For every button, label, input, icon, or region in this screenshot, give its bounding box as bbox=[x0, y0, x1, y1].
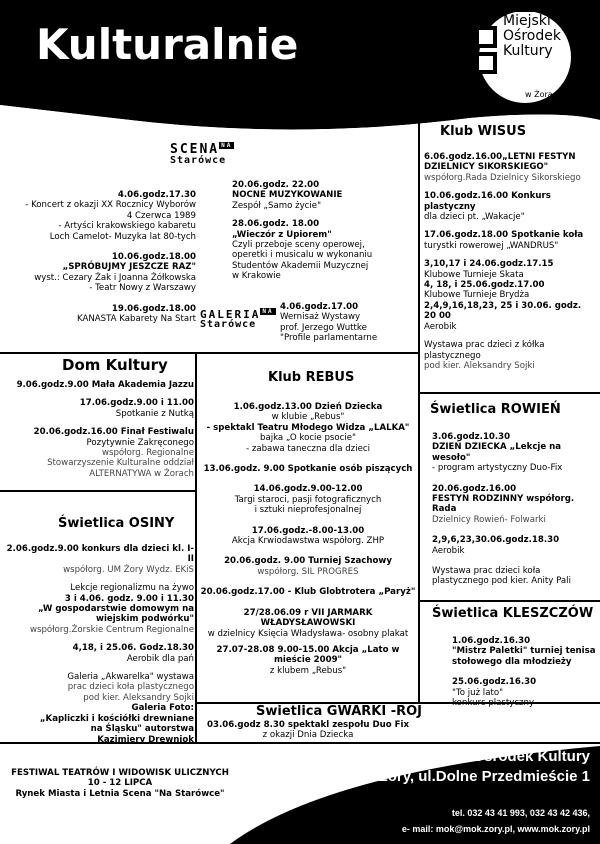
divider-h-right bbox=[420, 392, 600, 394]
scena-logo: SCENA $^{NA}$ Starówce bbox=[170, 142, 233, 166]
galeria-logo: GALERIA $^{NA}$ Starówce bbox=[200, 308, 274, 330]
section-title-gwarki: Świetlica GWARKI -RÓJ bbox=[256, 704, 423, 719]
section-title-rebus: Klub REBUS bbox=[268, 370, 355, 385]
page-subtitle: czerwiec 2009 bbox=[80, 92, 217, 112]
divider-h-right2 bbox=[420, 600, 600, 602]
dom-kultury-events: 9.06.godz.9.00 Mała Akademia Jazzu 17.06.godz.9.00 i 11.00 Spotkanie z Nutką 20.06.godz.16.00 Finał Festiwalu Pozytywnie Zakręconego współorg. Regionalne Stowarzyszenie Kulturalne oddział ALTERNATYWA w Żorach bbox=[16, 380, 194, 479]
kleszczow-events: 1.06.godz.16.30 "Mistrz Paletki" turniej tenisa stołowego dla młodzieży 25.06.godz.16.30 "To już lato" konkurs plastyczny bbox=[452, 636, 596, 709]
section-title-osiny: Świetlica OSINY bbox=[58, 516, 175, 531]
scena-left-column: 4.06.godz.17.30 - Koncert z okazji XX Rocznicy Wyborów 4 Czerwca 1989 - Artyści krakowskiego kabaretu Loch Camelot- Muzyka lat 80-tych 10.06.godz.18.00 „SPRÓBUJMY JESZCZE RAZ" wyst.: Cezary Żak i Joanna Żółkowska - Teatr Nowy z Warszawy 19.06.godz.18.00 KANASTA Kabarety Na Start bbox=[25, 190, 196, 325]
divider-v-left bbox=[195, 352, 197, 742]
footer-address: Żory, ul.Dolne Przedmieście 1 bbox=[378, 768, 590, 785]
rowien-events: 3.06.godz.10.30 DZIEŃ DZIECKA „Lekcje na wesoło" - program artystyczny Duo-Fix 20.06.godz.16.00 FESTYN RODZINNY współorg. Rada Dzielnicy Rowień- Folwarki 2,9,6,23,30.06.godz.18.30 Aerobik Wystawa prac dzieci koła plastycznego pod kier. Anity Pali bbox=[432, 432, 575, 587]
footer-contact[interactable]: e- mail: mok@mok.zory.pl, www.mok.zory.pl bbox=[401, 824, 590, 834]
logo-line-2: Ośrodek bbox=[503, 28, 561, 44]
rebus-events: 1.06.godz.13.00 Dzień Dziecka w klubie „Rebus" - spektakl Teatru Młodego Widza „LALKA" bajka „O kocie psocie" - zabawa taneczna dla dzieci 13.06.godz. 9.00 Spotkanie osób piszących 14.06.godz.9.00-12.00 Targi staroci, pasji fotograficznych i sztuki nieprofesjonalnej 17.06.godz.-8.00-13.00 Akcja Krwiodawstwa współorg. ZHP 20.06.godz. 9.00 Turniej Szachowy współorg. SIL PROGRES 20.06.godz.17.00 - Klub Globtrotera „Paryż" 27/28.06.09 r VII JARMARK WŁADYSŁAWOWSKI w dzielnicy Księcia Władysława- osobny plakat 27.07-28.08 9.00-15.00 Akcja „Lato w mieście 2009" z klubem „Rebus" bbox=[200, 402, 416, 676]
divider-h-left bbox=[0, 490, 195, 492]
logo-sub: w Żorach bbox=[525, 90, 563, 99]
wisus-events: 6.06.godz.16.00„LETNI FESTYN DZIELNICY SIKORSKIEGO" współorg.Rada Dzielnicy Sikorskiego 10.06.godz.16.00 Konkurs plastyczny dla dzieci pt. „Wakacje" 17.06.godz.18.00 Spotkanie koła turystki rowerowej „WANDRUS" 3,10,17 i 24.06.godz.17.15 Klubowe Turnieje Skata 4, 18, i 25.06.godz.17.00 Klubowe Turnieje Brydża 2,4,9,16,18,23, 25 i 30.06. godz. 20 00 Aerobik Wystawa prac dzieci z kółka plastycznego pod kier. Aleksandry Sojki bbox=[424, 152, 584, 371]
page-title: Kulturalnie bbox=[36, 20, 299, 69]
section-title-rowien: Świetlica ROWIEŃ bbox=[430, 402, 561, 417]
gwarki-events: 03.06.godz 8.30 spektakl zespołu Duo Fix z okazji Dnia Dziecka bbox=[206, 720, 410, 741]
divider-v-right2 bbox=[418, 392, 420, 702]
mok-logo bbox=[455, 12, 595, 102]
galeria-event: 4.06.godz.17.00 Wernisaż Wystawy prof. Jerzego Wuttke "Profile parlamentarne bbox=[280, 302, 378, 344]
section-title-kleszczow: Świetlica KLESZCZÓW bbox=[432, 606, 594, 621]
osiny-events: 2.06.godz.9.00 konkurs dla dzieci kl. I-II współorg. UM Żory Wydz. EKiS Lekcje regionalizmu na żywo 3 i 4.06. godz. 9.00 i 11.30 „W gospodarstwie domowym na wiejskim podwórku" współorg.Żorskie Centrum Regionalne 4,18, i 25.06. Godz.18.30 Aerobik dla pań Galeria „Akwarelka" wystawa prac dzieci koła plastycznego pod kier. Aleksandry Sojki Galeria Foto: „Kapliczki i kościółki drewniane na Śląsku" autorstwa Kazimiery Drewniok bbox=[6, 544, 194, 745]
divider-h-mid bbox=[0, 352, 418, 354]
section-title-wisus: Klub WISUS bbox=[440, 124, 527, 139]
logo-line-3: Kultury bbox=[503, 43, 553, 59]
section-title-dom-kultury: Dom Kultury bbox=[62, 356, 168, 374]
logo-line-1: Miejski bbox=[503, 13, 551, 29]
footer-org: Miejski Ośrodek Kultury bbox=[418, 748, 590, 765]
footer-phone: tel. 032 43 41 993, 032 43 42 436, bbox=[451, 808, 590, 818]
festival-info: FESTIWAL TEATRÓW I WIDOWISK ULICZNYCH 10 - 12 LIPCA Rynek Miasta i Letnia Scena "Na Starówce" bbox=[11, 768, 229, 799]
scena-right-column: 20.06.godz. 22.00 NOCNE MUZYKOWANIE Zespół „Samo życie" 28.06.godz. 18.00 „Wieczór z Upiorem" Czyli przeboje sceny operowej, operetki i musicalu w wykonaniu Studentów Akademii Muzycznej w Krakowie bbox=[232, 180, 373, 282]
